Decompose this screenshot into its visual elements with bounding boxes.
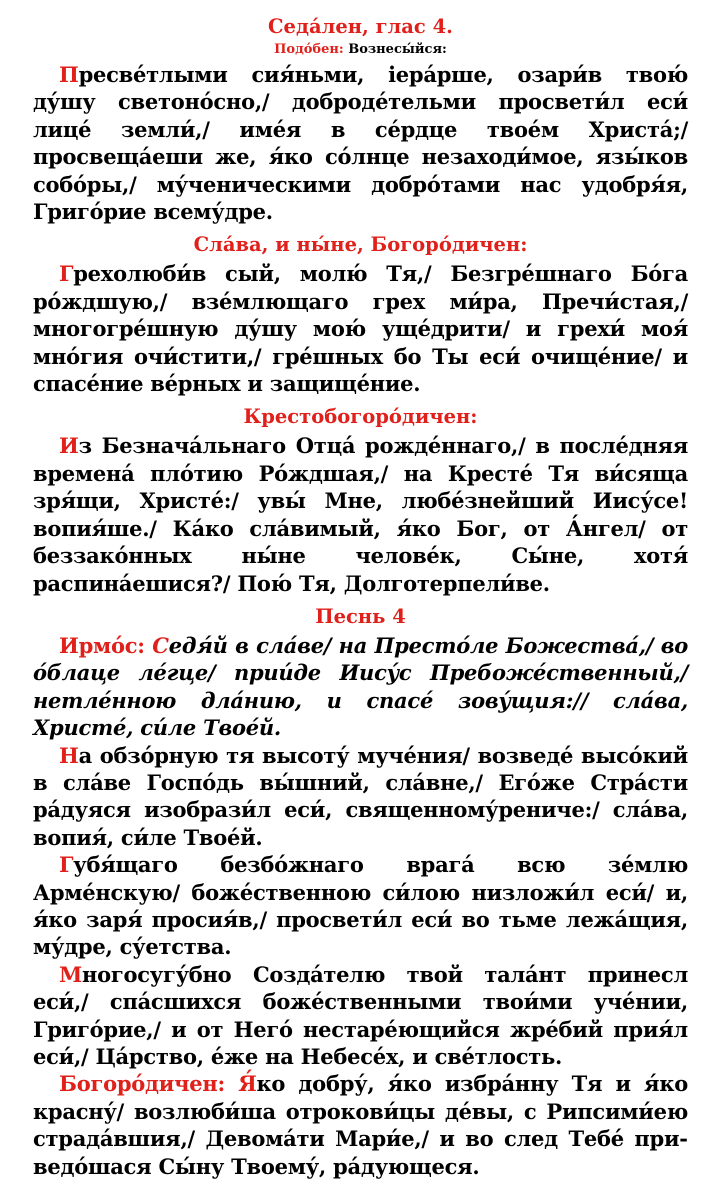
bogorodichen-paragraph bbox=[33, 1070, 688, 1180]
drop-letter: Н bbox=[59, 742, 79, 768]
slava-heading: Сла́ва, и ны́не, Богоро́дичен: bbox=[193, 233, 528, 257]
sedalen-text: ресве́тлыми сия́ньми, iера́рше, озари́в твою́ ду́шу светоно́сно,/ доброде́тельми просвети́л еси́ лице́ земли́,/ име́я в се́рдце твое́м Христа́;/ просвеща́еши же, я́ко со́лнце незаходи́мое, язы́ков собо́ры,/ му́ченическими добро́тами нас удобря́я, Григо́рие всему́дре. bbox=[33, 62, 688, 225]
drop-letter: Г bbox=[59, 852, 74, 878]
drop-letter: П bbox=[59, 62, 79, 87]
krestobogorodichen-heading: Крестобогоро́дичен: bbox=[243, 405, 478, 429]
podoben-text: Вознесы́йся: bbox=[348, 42, 447, 57]
irmos-paragraph bbox=[33, 632, 688, 742]
troparion-text: убя́щаго безбо́жнаго врага́ всю зе́млю Арме́нскую/ боже́ственною си́лою низложи́л еси́/ и, я́ко заря́ просия́в,/ просвети́л еси́ во тьме лежа́щия, му́дре, су́етства. bbox=[33, 852, 688, 960]
sedalen-paragraph bbox=[33, 61, 688, 225]
podoben-label: Подо́бен: bbox=[274, 42, 344, 57]
drop-letter: М bbox=[59, 961, 82, 987]
irmos-text: едя́й в сла́ве/ на Престо́ле Божества́,/ во о́блаце ле́гце/ прии́де Иису́с Пребоже́ственный,/ нетле́нною дла́нию, и спасе́ зову́щия:// сла́ва, Христе́, си́ле Твое́й. bbox=[33, 632, 689, 741]
krestobogorodichen-paragraph bbox=[33, 432, 688, 596]
drop-letter: С bbox=[152, 632, 169, 658]
podoben-line bbox=[33, 40, 688, 60]
sedalen-heading: Седа́лен, глас 4. bbox=[268, 15, 453, 38]
troparion-text: а обзо́рную тя высоту́ муче́ния/ возведе́ высо́кий в сла́ве Госпо́дь вы́шний, сла́вне,/ Его́же Стра́сти ра́дуяся изобрази́л еси́, священному́рениче:/ сла́ва, вопия́, си́ле Твое́й. bbox=[33, 742, 688, 850]
drop-letter: Г bbox=[59, 261, 74, 287]
troparion-paragraph bbox=[33, 742, 688, 852]
drop-letter: И bbox=[59, 433, 79, 459]
troparion-paragraph bbox=[33, 851, 688, 961]
pesn-heading: Песнь 4 bbox=[315, 604, 406, 628]
bogorodichen-label: Богоро́дичен: bbox=[59, 1071, 225, 1097]
slava-paragraph bbox=[33, 260, 688, 397]
troparion-text: ногосугу́бно Созда́телю твой тала́нт принесл еси́,/ спа́сшихся боже́ственными твои́ми уче́нии, Григо́рие,/ и от Него́ нестаре́ющийся жре́бий прия́л еси́,/ Ца́рство, е́же на Небесе́х, и све́тлость. bbox=[33, 961, 688, 1069]
slava-text: рехолюби́в сый, молю́ Тя,/ Безгре́шнаго Бо́га ро́ждшую,/ взе́млющаго грех ми́ра, Пречи́стая,/ многогре́шную ду́шу мою́ уще́дрити/ и грехи́ моя́ мно́гия очи́стити,/ гре́шных бо Ты еси́ очище́ние/ и спасе́ние ве́рных и защище́ние. bbox=[33, 261, 688, 397]
drop-letter: Я́ bbox=[238, 1071, 257, 1097]
bogorodichen-text: ко добру́, я́ко избра́нну Тя и я́ко красну́/ возлюби́ша отрокови́цы де́вы, с Рипсими́ею страда́вшия,/ Девома́ти Мари́е,/ и во след Тебе́ приведо́шася Сы́ну Твоему́, ра́дующеся. bbox=[33, 1071, 688, 1179]
irmos-label: Ирмо́с: bbox=[59, 632, 145, 658]
troparion-paragraph bbox=[33, 961, 688, 1071]
krestobogorodichen-text: з Безнача́льнаго Отца́ рожде́ннаго,/ в после́дняя времена́ пло́тию Ро́ждшая,/ на Кресте́ Тя ви́сяща зря́щи, Христе́:/ увы́ Мне, любе́знейший Иису́се! вопия́ше./ Ка́ко сла́вимый, я́ко Бог, от А́нгел/ от беззако́нных ны́не челове́к, Сы́не, хотя́ распина́ешися?/ Пою́ Тя, Долготерпели́ве. bbox=[33, 433, 688, 596]
